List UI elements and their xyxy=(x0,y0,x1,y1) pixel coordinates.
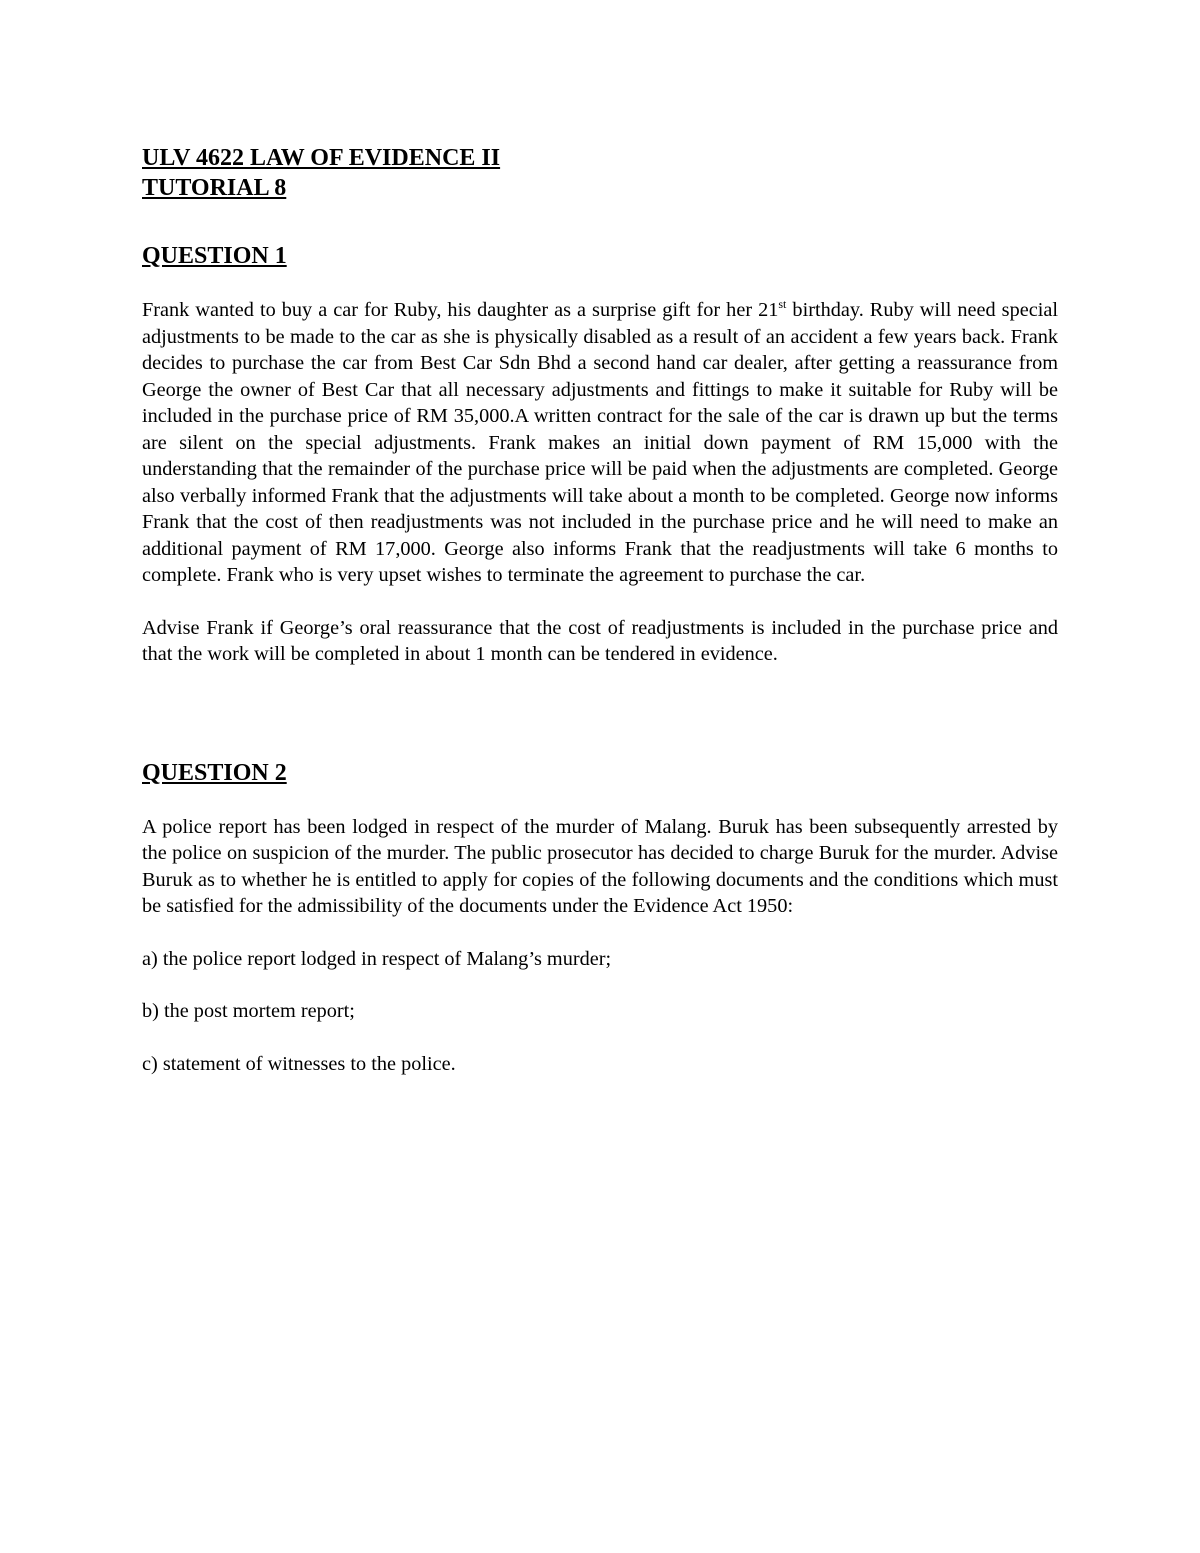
question-1-heading: QUESTION 1 xyxy=(142,243,287,269)
list-item-c: c) statement of witnesses to the police. xyxy=(142,1052,456,1075)
list-item-b: b) the post mortem report; xyxy=(142,1000,355,1022)
question-1-scenario xyxy=(142,297,1058,589)
question-1-scenario-start: Frank wanted to buy a car for Ruby, his daughter as a surprise gift for her 21 xyxy=(142,299,779,321)
question-2-scenario: A police report has been lodged in respect of the murder of Malang. Buruk has been subsequently arrested by the police on suspicion of the murder. The public prosecutor has decided to charge Buruk for the murder. Advise Buruk as to whether he is entitled to apply for copies of the following documents and the conditions which must be satisfied for the admissibility of the documents under the Evidence Act 1950: xyxy=(142,815,1058,917)
question-1-task: Advise Frank if George’s oral reassurance that the cost of readjustments is included in the purchase price and that the work will be completed in about 1 month can be tendered in evidence. xyxy=(142,616,1058,665)
document-body xyxy=(142,143,1058,1077)
ordinal-suffix: st xyxy=(778,297,787,311)
tutorial-title: TUTORIAL 8 xyxy=(142,175,287,201)
list-item-a: a) the police report lodged in respect of Malang’s murder; xyxy=(142,947,612,970)
question-2-heading: QUESTION 2 xyxy=(142,759,287,786)
question-1-scenario-rest: birthday. Ruby will need special adjustments to be made to the car as she is physically disabled as a result of an accident a few years back. Frank decides to purchase the car from Best Car Sdn Bhd a second hand car dealer, after getting a reassurance from George the owner of Best Car that all necessary adjustments and fittings to make it suitable for Ruby will be included in the purchase price of RM 35,000.A written contract for the sale of the car is drawn up but the terms are silent on the special adjustments. Frank makes an initial down payment of RM 15,000 with the understanding that the remainder of the purchase price will be paid when the adjustments are completed. George also verbally informed Frank that the adjustments will take about a month to be completed. George now informs Frank that the cost of then readjustments was not included in the purchase price and he will need to make an additional payment of RM 17,000. George also informs Frank that the readjustments will take 6 months to complete. Frank who is very upset wishes to terminate the agreement to purchase the car. xyxy=(142,299,1058,586)
course-title: ULV 4622 LAW OF EVIDENCE II xyxy=(142,145,501,171)
